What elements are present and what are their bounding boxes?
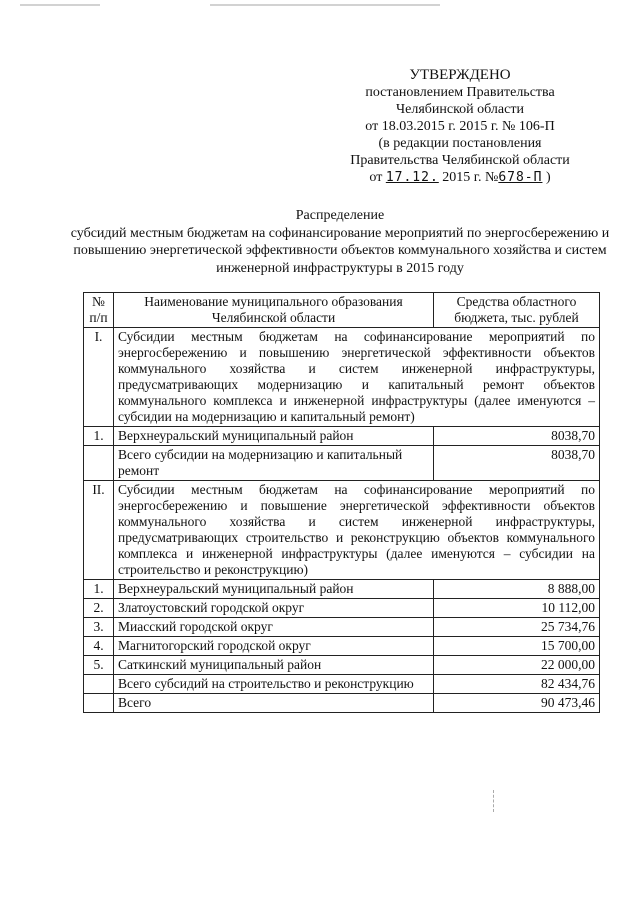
row-name: Магнитогорский городской округ [114,637,434,656]
closing-paren: ) [545,170,551,185]
approval-line: постановлением Правительства [365,85,555,100]
subtotal-row [84,675,600,694]
approval-line: Челябинской области [396,102,524,117]
approval-line: (в редакции постановления [378,136,542,151]
header-name: Наименование муниципального образования Челябинской области [114,293,434,328]
number-prefix: № [484,170,499,185]
grand-total-amount: 90 473,46 [434,694,600,713]
approval-date-line [330,169,590,186]
section-row [84,481,600,580]
approval-line: от 18.03.2015 г. 2015 г. № 106-П [365,119,555,134]
row-num: 5. [84,656,114,675]
handwritten-date: 17.12. [385,170,439,185]
table-header-row [84,293,600,328]
grand-total-label: Всего [114,694,434,713]
scan-artifact [493,790,495,812]
heading-body: субсидий местным бюджетам на софинансирование мероприятий по энергосбережению и повышению энергетической эффективности объектов коммунального хозяйства и систем инженерной инфраструктуры в 2015 году [70,225,610,276]
row-amount: 10 112,00 [434,599,600,618]
row-num: 2. [84,599,114,618]
date-prefix: от [369,170,383,185]
row-num: 1. [84,580,114,599]
section-num: I. [84,328,114,427]
section-num: II. [84,481,114,580]
date-year: 2015 г. [442,170,482,185]
subtotal-row [84,446,600,481]
row-num [84,446,114,481]
approval-line: Правительства Челябинской области [350,153,570,168]
row-name: Верхнеуральский муниципальный район [114,580,434,599]
row-name: Миасский городской округ [114,618,434,637]
header-num: № п/п [84,293,114,328]
scan-artifact [20,4,100,6]
table-row [84,656,600,675]
section-description: Субсидии местным бюджетам на софинансирование мероприятий по энергосбережению и повышению энергетической эффективности объектов коммунального хозяйства и систем инженерной инфраструктуры, предусматривающих модернизацию и капитальный ремонт объектов коммунального комплекса и инженерной инфраструктуры (далее именуются – субсидии на модернизацию и капитальный ремонт) [114,328,600,427]
subtotal-label: Всего субсидий на строительство и реконструкцию [114,675,434,694]
row-num [84,694,114,713]
row-amount: 8 888,00 [434,580,600,599]
row-name: Саткинский муниципальный район [114,656,434,675]
subtotal-label: Всего субсидии на модернизацию и капитальный ремонт [114,446,434,481]
approval-stamp [330,67,590,186]
table-row [84,618,600,637]
row-amount: 22 000,00 [434,656,600,675]
table-row [84,580,600,599]
row-num [84,675,114,694]
row-num: 3. [84,618,114,637]
grand-total-row [84,694,600,713]
row-num: 4. [84,637,114,656]
table-row [84,637,600,656]
subtotal-amount: 8038,70 [434,446,600,481]
subtotal-amount: 82 434,76 [434,675,600,694]
document-heading [60,207,620,277]
row-amount: 8038,70 [434,427,600,446]
row-name: Верхнеуральский муниципальный район [114,427,434,446]
handwritten-number: 678-П [498,170,543,185]
subsidy-table [83,292,600,713]
approval-title: УТВЕРЖДЕНО [409,67,511,83]
table-row [84,599,600,618]
heading-title: Распределение [295,208,385,223]
section-row [84,328,600,427]
section-description: Субсидии местным бюджетам на софинансирование мероприятий по энергосбережению и повышение энергетической эффективности объектов коммунального хозяйства и систем инженерной инфраструктуры, предусматривающих строительство и реконструкцию объектов коммунального комплекса и инженерной инфраструктуры (далее именуются – субсидии на строительство и реконструкцию) [114,481,600,580]
row-amount: 25 734,76 [434,618,600,637]
row-amount: 15 700,00 [434,637,600,656]
row-name: Златоустовский городской округ [114,599,434,618]
scan-artifact [210,4,440,6]
table-row [84,427,600,446]
row-num: 1. [84,427,114,446]
header-amount: Средства областного бюджета, тыс. рублей [434,293,600,328]
